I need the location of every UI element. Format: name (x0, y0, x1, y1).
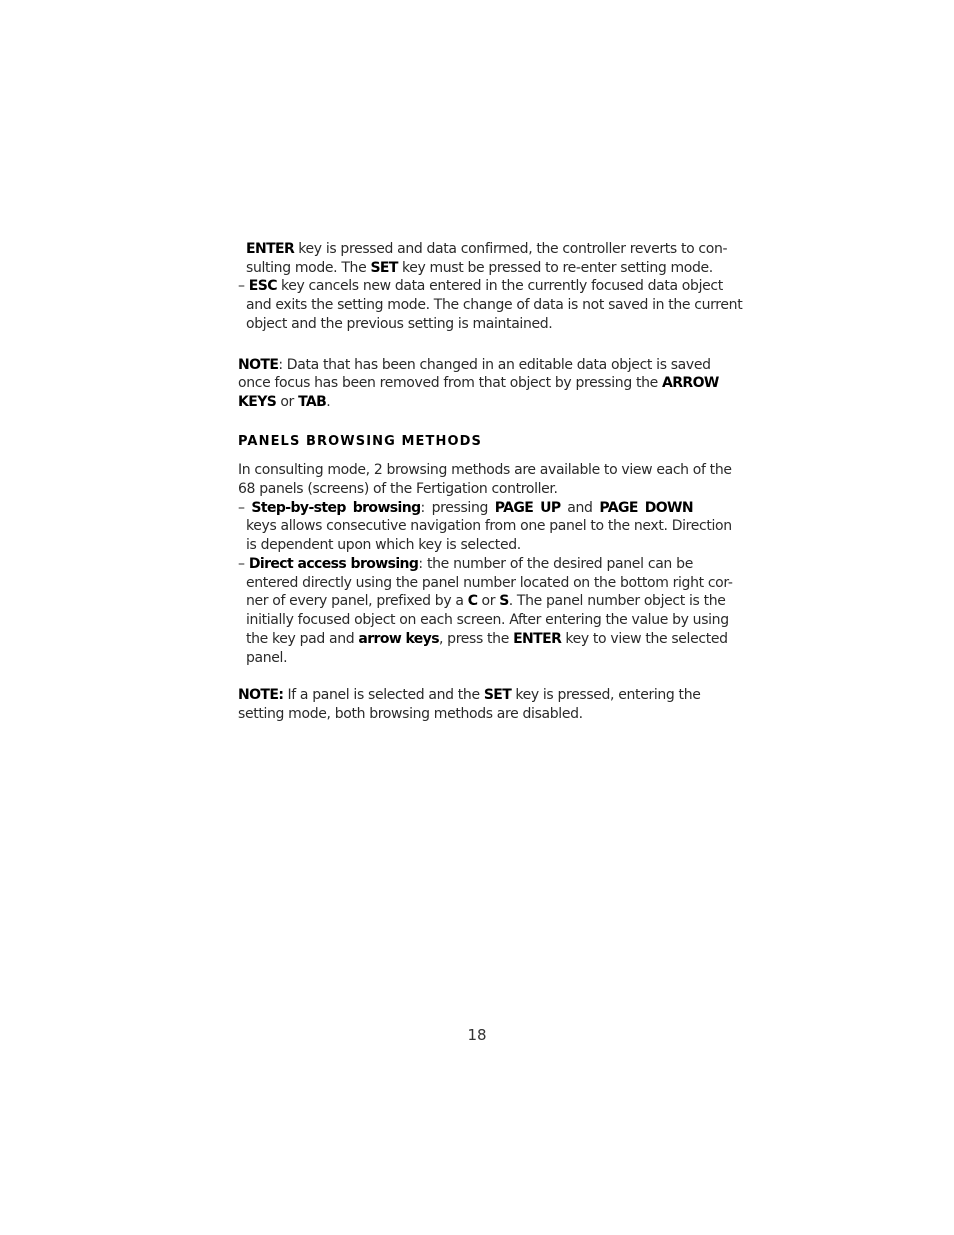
text-line: setting mode, both browsing methods are disabled. (238, 706, 583, 722)
text-run: sulting mode. The (246, 260, 371, 276)
text-run: and (560, 500, 600, 516)
text-run: key cancels new data entered in the currently focused data object (276, 278, 723, 294)
text-run: – (238, 556, 249, 572)
text-line (238, 499, 693, 517)
key-term: KEYS (238, 394, 277, 410)
text-run: : Data that has been changed in an editable data object is saved (278, 357, 711, 373)
text-run: . The panel number object is the (508, 593, 726, 609)
text-line: entered directly using the panel number located on the bottom right cor- (246, 575, 733, 591)
text-line (238, 555, 693, 573)
key-term: PAGE DOWN (599, 500, 693, 516)
text-run: – (238, 500, 252, 516)
key-term: C (467, 593, 478, 609)
text-line (238, 686, 701, 704)
key-term: ARROW (661, 375, 719, 391)
text-run: : the number of the desired panel can be (418, 556, 693, 572)
text-run: key to view the selected (561, 631, 728, 647)
text-run: ner of every panel, prefixed by a (246, 593, 468, 609)
text-line (238, 393, 693, 411)
key-term: ESC (248, 278, 277, 294)
text-run: or (477, 593, 500, 609)
text-line: panel. (246, 650, 288, 666)
key-term: NOTE: (238, 687, 284, 703)
key-term: arrow keys (358, 631, 439, 647)
key-term: SET (483, 687, 512, 703)
page-content (238, 0, 743, 760)
key-term: PAGE UP (494, 500, 561, 516)
text-run: key is pressed, entering the (511, 687, 701, 703)
text-line (246, 592, 726, 610)
text-line (246, 259, 713, 277)
text-line: and exits the setting mode. The change of data is not saved in the current (246, 297, 743, 313)
text-run: . (326, 394, 331, 410)
text-run: : pressing (420, 500, 495, 516)
text-line: initially focused object on each screen. After entering the value by using (246, 612, 729, 628)
key-term: SET (370, 260, 398, 276)
text-run: once focus has been removed from that object by pressing the (238, 375, 662, 391)
text-line: is dependent upon which key is selected. (246, 537, 521, 553)
key-term: ENTER (246, 241, 295, 257)
page-number: 18 (467, 1026, 487, 1044)
text-run: the key pad and (246, 631, 359, 647)
key-term: S (499, 593, 509, 609)
section-heading: PANELS BROWSING METHODS (238, 434, 482, 449)
text-line: keys allows consecutive navigation from one panel to the next. Direction (246, 518, 732, 534)
key-term: TAB (298, 394, 327, 410)
text-line (238, 356, 711, 374)
text-line: In consulting mode, 2 browsing methods are available to view each of the (238, 462, 732, 478)
text-line (246, 630, 728, 648)
text-line (238, 277, 723, 295)
text-run: – (238, 278, 249, 294)
text-run: , press the (438, 631, 514, 647)
key-term: Direct access browsing (248, 556, 419, 572)
key-term: ENTER (513, 631, 562, 647)
key-term: NOTE (238, 357, 279, 373)
text-run: If a panel is selected and the (283, 687, 484, 703)
text-run: key is pressed and data confirmed, the controller reverts to con- (294, 241, 728, 257)
text-line (246, 240, 728, 258)
text-run: key must be pressed to re-enter setting mode. (397, 260, 713, 276)
text-line: 68 panels (screens) of the Fertigation controller. (238, 481, 558, 497)
text-line (238, 374, 719, 392)
text-run: or (276, 394, 299, 410)
key-term: Step-by-step browsing (251, 500, 421, 516)
text-line: object and the previous setting is maintained. (246, 316, 553, 332)
